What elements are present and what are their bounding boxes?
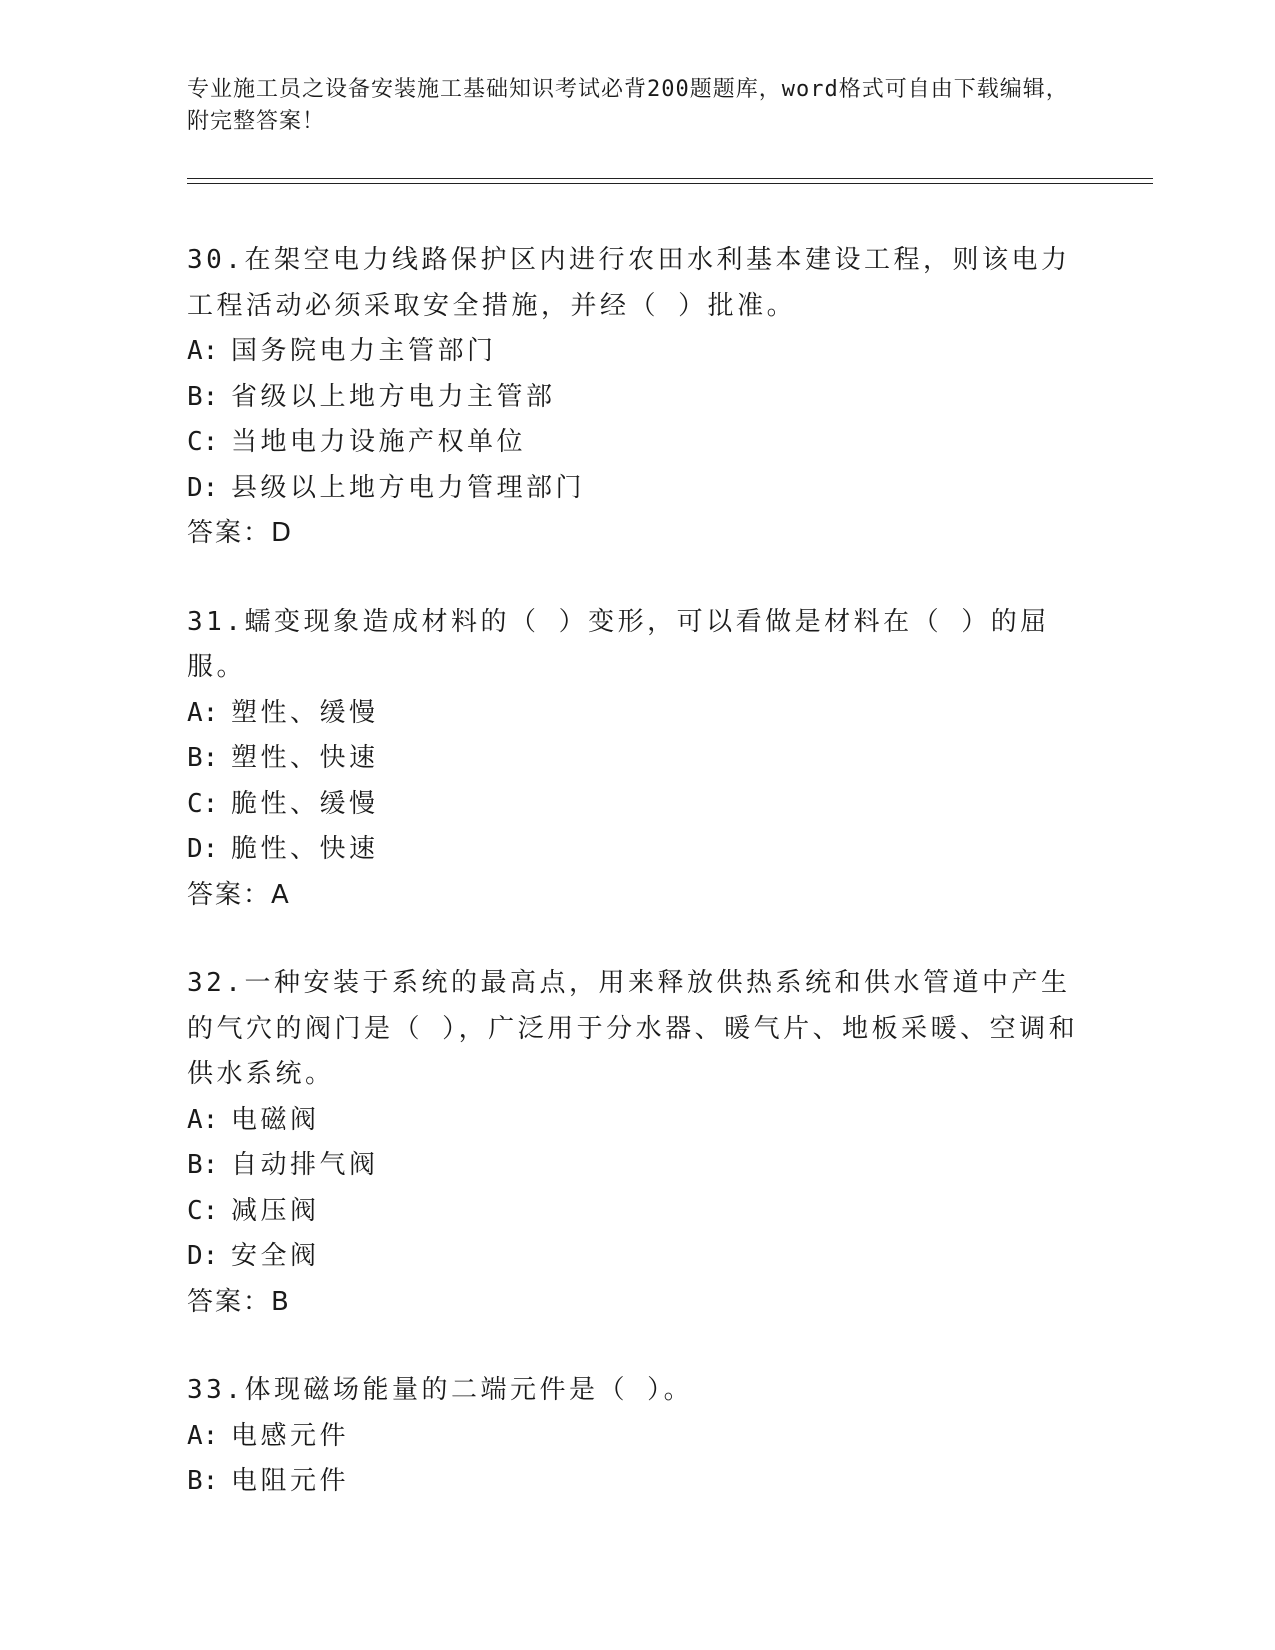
option-text: 电阻元件 (231, 1466, 350, 1496)
option-text: 国务院电力主管部门 (231, 336, 497, 366)
answer-line: 答案：D (187, 518, 294, 548)
option-text: 减压阀 (231, 1195, 320, 1226)
option-text: 自动排气阀 (231, 1150, 379, 1180)
question-30 (187, 238, 1087, 557)
option-text: 省级以上地方电力主管部 (231, 381, 556, 412)
option-text: 安全阀 (231, 1241, 320, 1271)
option-text: 脆性、缓慢 (231, 788, 379, 819)
option-d (187, 827, 1087, 873)
document-header: 专业施工员之设备安装施工基础知识考试必背200题题库，word格式可自由下载编辑，附完整答案！ (187, 77, 1069, 134)
option-key: A: (187, 1420, 219, 1451)
question-stem: 31.蠕变现象造成材料的（ ）变形，可以看做是材料在（ ）的屈服。 (187, 606, 1050, 682)
question-stem: 33.体现磁场能量的二端元件是（ ）。 (187, 1375, 694, 1405)
answer-line: 答案：B (187, 1286, 291, 1317)
option-key: B: (187, 1150, 219, 1180)
option-d (187, 1234, 1087, 1280)
option-c (187, 782, 1087, 828)
option-text: 脆性、快速 (231, 834, 379, 864)
question-list (187, 238, 1087, 1548)
question-32 (187, 961, 1087, 1325)
option-key: D: (187, 834, 219, 864)
option-key: B: (187, 743, 219, 773)
option-key: A: (187, 1104, 219, 1135)
option-key: D: (187, 472, 219, 503)
option-a (187, 329, 1087, 375)
option-b (187, 736, 1087, 782)
header-divider-top (187, 178, 1153, 179)
header-divider-bottom (187, 183, 1153, 184)
option-b (187, 375, 1087, 421)
option-text: 塑性、快速 (231, 743, 379, 773)
option-a (187, 691, 1087, 737)
option-text: 当地电力设施产权单位 (231, 427, 527, 457)
option-key: C: (187, 427, 219, 457)
question-stem: 30.在架空电力线路保护区内进行农田水利基本建设工程，则该电力工程活动必须采取安全措施，并经（ ）批准。 (187, 245, 1071, 321)
option-text: 塑性、缓慢 (231, 697, 379, 728)
option-c (187, 420, 1087, 466)
question-stem: 32.一种安装于系统的最高点，用来释放供热系统和供水管道中产生的气穴的阀门是（ ），广泛用于分水器、暖气片、地板采暖、空调和供水系统。 (187, 968, 1079, 1089)
option-key: B: (187, 381, 219, 412)
option-a (187, 1098, 1087, 1144)
option-key: C: (187, 1195, 219, 1226)
option-text: 电感元件 (231, 1420, 350, 1451)
option-text: 电磁阀 (231, 1104, 320, 1135)
option-c (187, 1189, 1087, 1235)
option-b (187, 1143, 1087, 1189)
option-key: B: (187, 1466, 219, 1496)
option-b (187, 1459, 1087, 1505)
question-33 (187, 1368, 1087, 1505)
option-d (187, 466, 1087, 512)
option-text: 县级以上地方电力管理部门 (231, 472, 586, 503)
option-key: A: (187, 336, 219, 366)
option-key: D: (187, 1241, 219, 1271)
question-31 (187, 600, 1087, 919)
option-key: A: (187, 697, 219, 728)
option-key: C: (187, 788, 219, 819)
option-a (187, 1414, 1087, 1460)
answer-line: 答案：A (187, 879, 291, 910)
